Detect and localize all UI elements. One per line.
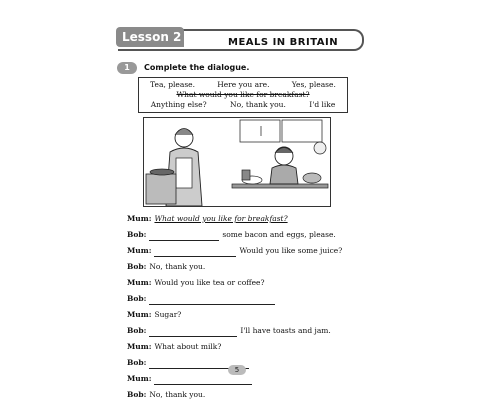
exercise-number: 1 bbox=[117, 62, 137, 74]
dialogue-line bbox=[127, 241, 367, 257]
dialogue-line bbox=[127, 321, 367, 337]
dialogue-line bbox=[127, 273, 367, 289]
speaker-label: Mum: bbox=[127, 310, 152, 319]
kitchen-illustration bbox=[143, 117, 331, 207]
speaker-label: Mum: bbox=[127, 278, 152, 287]
dialogue-line bbox=[127, 337, 367, 353]
line-text: Would you like some juice? bbox=[239, 246, 343, 255]
line-text: Would you like tea or coffee? bbox=[154, 278, 265, 287]
example-answer: What would you like for breakfast? bbox=[154, 214, 288, 223]
dialogue-line bbox=[127, 209, 367, 225]
answer-blank[interactable] bbox=[149, 328, 237, 337]
dialogue-line bbox=[127, 369, 367, 385]
dialogue-line bbox=[127, 305, 367, 321]
word-item: Tea, please. bbox=[150, 80, 195, 89]
line-text: No, thank you. bbox=[149, 390, 206, 399]
word-item: No, thank you. bbox=[230, 100, 286, 109]
answer-blank[interactable] bbox=[154, 248, 236, 257]
speaker-label: Mum: bbox=[127, 342, 152, 351]
word-box bbox=[138, 77, 348, 113]
line-text: Sugar? bbox=[154, 310, 182, 319]
answer-blank[interactable] bbox=[149, 232, 219, 241]
speaker-label: Bob: bbox=[127, 358, 147, 367]
page-number: 5 bbox=[228, 365, 246, 375]
speaker-label: Mum: bbox=[127, 374, 152, 383]
speaker-label: Bob: bbox=[127, 262, 147, 271]
word-box-row-2 bbox=[139, 90, 347, 100]
word-box-row-1 bbox=[139, 80, 347, 90]
speaker-label: Bob: bbox=[127, 230, 147, 239]
answer-blank[interactable] bbox=[154, 376, 252, 385]
speaker-label: Bob: bbox=[127, 294, 147, 303]
dialogue-line bbox=[127, 225, 367, 241]
dialogue bbox=[127, 209, 367, 401]
kitchen-scene-image bbox=[144, 118, 330, 206]
line-text: No, thank you. bbox=[149, 262, 206, 271]
answer-blank[interactable] bbox=[149, 296, 275, 305]
speaker-label: Mum: bbox=[127, 214, 152, 223]
dialogue-line bbox=[127, 353, 367, 369]
line-text: I'll have toasts and jam. bbox=[240, 326, 331, 335]
speaker-label: Mum: bbox=[127, 246, 152, 255]
lesson-label: Lesson 2 bbox=[116, 27, 184, 47]
line-text: What about milk? bbox=[154, 342, 222, 351]
dialogue-line bbox=[127, 289, 367, 305]
word-box-row-3 bbox=[139, 100, 347, 110]
speaker-label: Bob: bbox=[127, 390, 147, 399]
word-item: Here you are. bbox=[217, 80, 270, 89]
dialogue-line bbox=[127, 385, 367, 401]
speaker-label: Bob: bbox=[127, 326, 147, 335]
word-item-struck: What would you like for breakfast? bbox=[176, 90, 310, 99]
word-item: Yes, please. bbox=[291, 80, 336, 89]
word-item: I'd like bbox=[309, 100, 336, 109]
word-item: Anything else? bbox=[150, 100, 207, 109]
page-title: MEALS IN BRITAIN bbox=[228, 37, 339, 48]
exercise-instruction: Complete the dialogue. bbox=[144, 63, 250, 72]
line-text: some bacon and eggs, please. bbox=[222, 230, 336, 239]
dialogue-line bbox=[127, 257, 367, 273]
